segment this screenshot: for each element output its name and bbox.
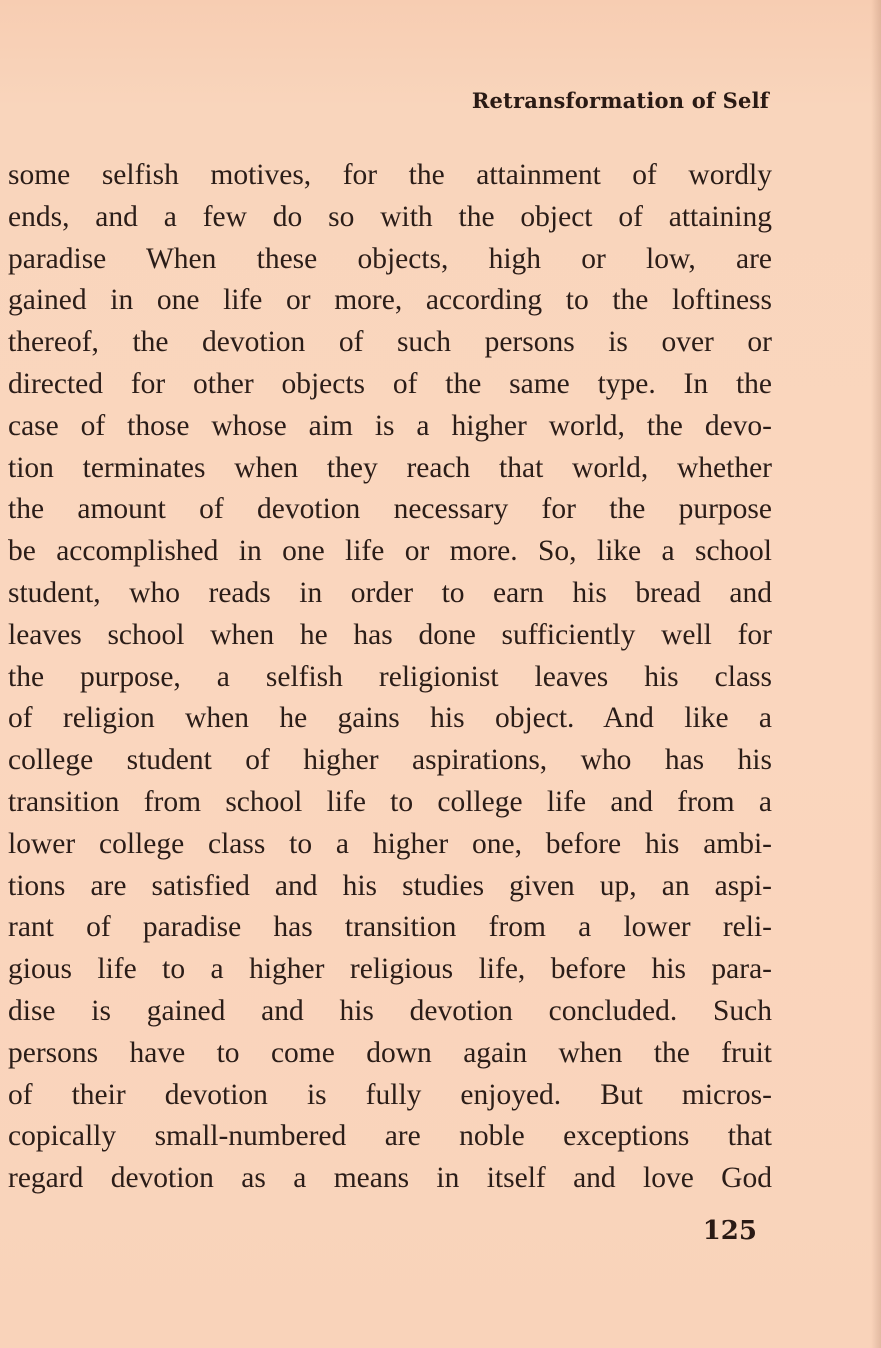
text-line: of their devotion is fully enjoyed. But micros- bbox=[8, 1078, 772, 1111]
text-line: transition from school life to college life and from a bbox=[8, 785, 772, 818]
text-line: college student of higher aspirations, who has his bbox=[8, 744, 772, 777]
text-line: thereof, the devotion of such persons is over or bbox=[8, 326, 772, 359]
body-text bbox=[8, 155, 772, 1200]
text-line: rant of paradise has transition from a lower reli- bbox=[8, 911, 772, 944]
text-line: lower college class to a higher one, before his ambi- bbox=[8, 827, 772, 860]
text-line: be accomplished in one life or more. So, like a school bbox=[8, 535, 772, 568]
text-line: gious life to a higher religious life, before his para- bbox=[8, 953, 772, 986]
text-line: tions are satisfied and his studies given up, an aspi- bbox=[8, 869, 772, 902]
text-line: the amount of devotion necessary for the purpose bbox=[8, 493, 772, 526]
text-line: the purpose, a selfish religionist leaves his class bbox=[8, 660, 772, 693]
text-line: some selfish motives, for the attainment of wordly bbox=[8, 159, 772, 191]
page-edge-shadow bbox=[871, 0, 881, 1348]
text-line: case of those whose aim is a higher world, the devo- bbox=[8, 409, 772, 442]
text-line: paradise When these objects, high or low, are bbox=[8, 242, 772, 275]
text-line: student, who reads in order to earn his bread and bbox=[8, 576, 772, 609]
text-line: dise is gained and his devotion concluded. Such bbox=[8, 994, 772, 1027]
text-line: ends, and a few do so with the object of attaining bbox=[8, 200, 772, 233]
text-line: copically small-numbered are noble exceptions that bbox=[8, 1120, 772, 1153]
text-line: directed for other objects of the same type. In the bbox=[8, 367, 772, 400]
text-line: regard devotion as a means in itself and love God bbox=[8, 1162, 772, 1195]
text-line: tion terminates when they reach that world, whether bbox=[8, 451, 772, 484]
text-line: persons have to come down again when the fruit bbox=[8, 1036, 772, 1069]
running-head: Retransformation of Self bbox=[471, 88, 769, 113]
text-line: of religion when he gains his object. And like a bbox=[8, 702, 772, 735]
text-line: leaves school when he has done sufficiently well for bbox=[8, 618, 772, 651]
text-line: gained in one life or more, according to the loftiness bbox=[8, 284, 772, 317]
page-number: 125 bbox=[702, 1216, 757, 1246]
